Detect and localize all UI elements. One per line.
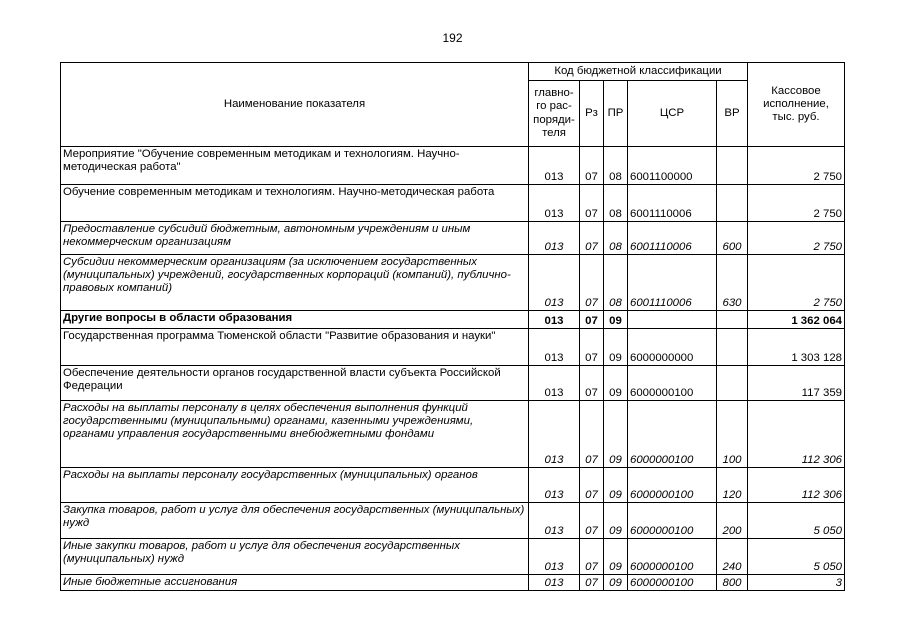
header-code-group: Код бюджетной классификации xyxy=(529,63,748,81)
row-rz-cell: 07 xyxy=(580,401,604,468)
row-gr-cell: 013 xyxy=(529,185,580,222)
row-name-cell: Иные бюджетные ассигнования xyxy=(61,575,529,591)
row-csr-cell: 6000000100 xyxy=(628,539,717,575)
table-row xyxy=(61,185,845,222)
row-pr-cell: 09 xyxy=(604,329,628,366)
row-csr-cell: 6001110006 xyxy=(628,222,717,255)
row-gr-cell: 013 xyxy=(529,539,580,575)
row-amount-cell: 112 306 xyxy=(748,401,845,468)
row-gr-cell: 013 xyxy=(529,468,580,503)
header-csr: ЦСР xyxy=(628,81,717,147)
row-amount-cell: 3 xyxy=(748,575,845,591)
row-pr-cell: 09 xyxy=(604,468,628,503)
row-amount-cell: 1 303 128 xyxy=(748,329,845,366)
table-row xyxy=(61,575,845,591)
row-name-cell: Субсидии некоммерческим организациям (за исключением государственных (муниципальных) учреждений, государственных корпораций (компаний), публично-правовых компаний) xyxy=(61,255,529,311)
row-csr-cell: 6001110006 xyxy=(628,255,717,311)
row-name-cell: Предоставление субсидий бюджетным, автономным учреждениям и иным некоммерческим организациям xyxy=(61,222,529,255)
row-gr-cell: 013 xyxy=(529,401,580,468)
row-pr-cell: 09 xyxy=(604,311,628,329)
row-vr-cell: 100 xyxy=(717,401,748,468)
row-name-cell: Иные закупки товаров, работ и услуг для обеспечения государственных (муниципальных) нужд xyxy=(61,539,529,575)
header-main-manager: главно- го рас- поряди- теля xyxy=(529,81,580,147)
row-vr-cell xyxy=(717,185,748,222)
row-vr-cell xyxy=(717,147,748,185)
budget-table xyxy=(60,62,845,591)
header-indicator-name: Наименование показателя xyxy=(61,63,529,147)
row-amount-cell: 112 306 xyxy=(748,468,845,503)
row-vr-cell: 240 xyxy=(717,539,748,575)
row-rz-cell: 07 xyxy=(580,222,604,255)
header-execution: Кассовое исполнение, тыс. руб. xyxy=(748,63,845,147)
row-vr-cell xyxy=(717,329,748,366)
row-vr-cell: 600 xyxy=(717,222,748,255)
row-vr-cell: 200 xyxy=(717,503,748,539)
header-rz: Рз xyxy=(580,81,604,147)
row-rz-cell: 07 xyxy=(580,468,604,503)
row-amount-cell: 2 750 xyxy=(748,222,845,255)
row-rz-cell: 07 xyxy=(580,575,604,591)
row-pr-cell: 08 xyxy=(604,185,628,222)
row-amount-cell: 117 359 xyxy=(748,366,845,401)
row-name-cell: Расходы на выплаты персоналу государственных (муниципальных) органов xyxy=(61,468,529,503)
row-gr-cell: 013 xyxy=(529,222,580,255)
row-rz-cell: 07 xyxy=(580,147,604,185)
row-rz-cell: 07 xyxy=(580,329,604,366)
row-rz-cell: 07 xyxy=(580,255,604,311)
row-gr-cell: 013 xyxy=(529,311,580,329)
row-amount-cell: 1 362 064 xyxy=(748,311,845,329)
row-csr-cell: 6000000100 xyxy=(628,468,717,503)
row-rz-cell: 07 xyxy=(580,539,604,575)
row-gr-cell: 013 xyxy=(529,366,580,401)
row-pr-cell: 09 xyxy=(604,401,628,468)
table-body xyxy=(61,147,845,591)
row-csr-cell: 6001110006 xyxy=(628,185,717,222)
row-vr-cell: 800 xyxy=(717,575,748,591)
table-row xyxy=(61,366,845,401)
row-csr-cell: 6000000100 xyxy=(628,503,717,539)
row-name-cell: Государственная программа Тюменской области "Развитие образования и науки" xyxy=(61,329,529,366)
row-amount-cell: 2 750 xyxy=(748,147,845,185)
row-vr-cell xyxy=(717,311,748,329)
table-row xyxy=(61,255,845,311)
row-vr-cell: 120 xyxy=(717,468,748,503)
row-amount-cell: 5 050 xyxy=(748,539,845,575)
row-gr-cell: 013 xyxy=(529,503,580,539)
header-pr: ПР xyxy=(604,81,628,147)
row-rz-cell: 07 xyxy=(580,366,604,401)
header-vr: ВР xyxy=(717,81,748,147)
row-gr-cell: 013 xyxy=(529,329,580,366)
row-csr-cell: 6000000100 xyxy=(628,366,717,401)
row-amount-cell: 2 750 xyxy=(748,185,845,222)
row-pr-cell: 09 xyxy=(604,575,628,591)
row-csr-cell: 6000000000 xyxy=(628,329,717,366)
row-pr-cell: 09 xyxy=(604,539,628,575)
table-row xyxy=(61,222,845,255)
table-row xyxy=(61,311,845,329)
table-row xyxy=(61,329,845,366)
row-vr-cell: 630 xyxy=(717,255,748,311)
row-gr-cell: 013 xyxy=(529,255,580,311)
row-name-cell: Расходы на выплаты персоналу в целях обеспечения выполнения функций государственными (муниципальными) органами, казенными учреждениями, органами управления государственными внебюджетными фондами xyxy=(61,401,529,468)
row-csr-cell: 6000000100 xyxy=(628,575,717,591)
row-name-cell: Закупка товаров, работ и услуг для обеспечения государственных (муниципальных) нужд xyxy=(61,503,529,539)
row-name-cell: Обеспечение деятельности органов государственной власти субъекта Российской Федерации xyxy=(61,366,529,401)
row-csr-cell xyxy=(628,311,717,329)
row-rz-cell: 07 xyxy=(580,503,604,539)
row-pr-cell: 08 xyxy=(604,222,628,255)
row-pr-cell: 09 xyxy=(604,366,628,401)
row-rz-cell: 07 xyxy=(580,185,604,222)
table-row xyxy=(61,401,845,468)
page-number: 192 xyxy=(442,31,463,45)
row-gr-cell: 013 xyxy=(529,575,580,591)
table-row xyxy=(61,539,845,575)
row-pr-cell: 09 xyxy=(604,503,628,539)
row-gr-cell: 013 xyxy=(529,147,580,185)
row-amount-cell: 5 050 xyxy=(748,503,845,539)
table-row xyxy=(61,503,845,539)
table-header xyxy=(61,63,845,147)
table-row xyxy=(61,147,845,185)
row-csr-cell: 6001100000 xyxy=(628,147,717,185)
row-name-cell: Другие вопросы в области образования xyxy=(61,311,529,329)
row-pr-cell: 08 xyxy=(604,147,628,185)
row-name-cell: Мероприятие "Обучение современным методикам и технологиям. Научно-методическая работа" xyxy=(61,147,529,185)
row-pr-cell: 08 xyxy=(604,255,628,311)
row-amount-cell: 2 750 xyxy=(748,255,845,311)
row-vr-cell xyxy=(717,366,748,401)
row-rz-cell: 07 xyxy=(580,311,604,329)
row-name-cell: Обучение современным методикам и технологиям. Научно-методическая работа xyxy=(61,185,529,222)
row-csr-cell: 6000000100 xyxy=(628,401,717,468)
table-row xyxy=(61,468,845,503)
